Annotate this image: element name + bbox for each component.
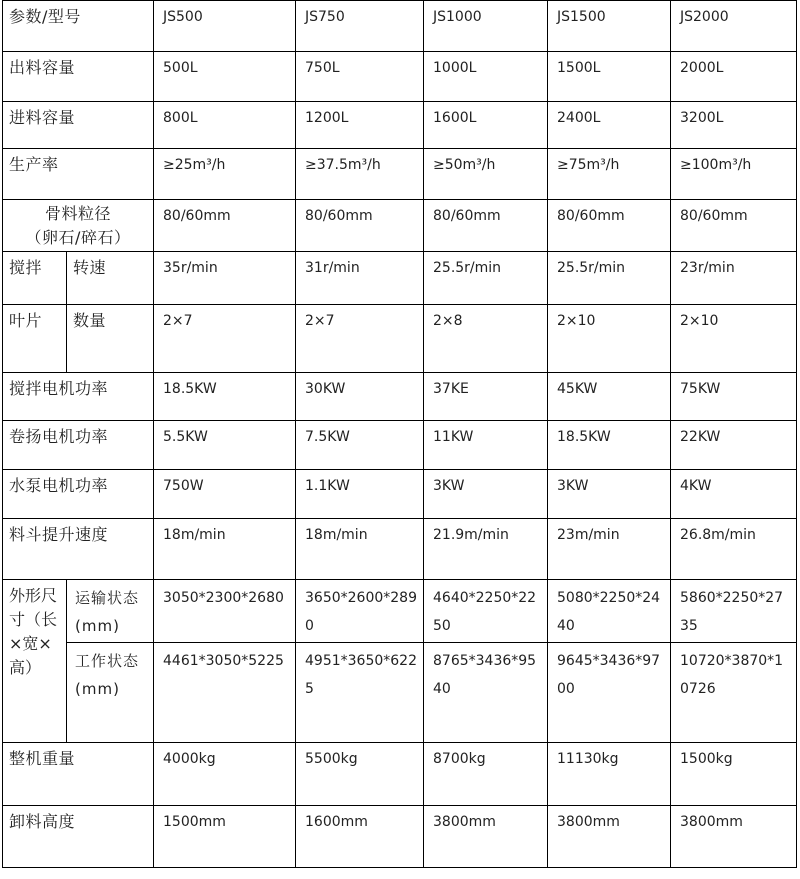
row-label: 进料容量 (3, 102, 154, 149)
table-cell: 18.5KW (154, 373, 296, 421)
table-cell: 80/60mm (154, 200, 296, 252)
table-cell: 25.5r/min (424, 252, 548, 305)
table-cell: 80/60mm (424, 200, 548, 252)
table-cell: 35r/min (154, 252, 296, 305)
table-cell: 1600L (424, 102, 548, 149)
row-group-label: 叶片 (3, 305, 67, 373)
row-label: 工作状态(mm) (67, 643, 154, 743)
table-cell: 2×10 (671, 305, 797, 373)
table-cell: 37KE (424, 373, 548, 421)
header-row (3, 1, 797, 52)
table-cell: 750L (296, 52, 424, 102)
table-cell: 5080*2250*2440 (548, 580, 671, 643)
table-row (3, 519, 797, 580)
row-label: 搅拌电机功率 (3, 373, 154, 421)
header-model: JS1000 (424, 1, 548, 52)
table-row (3, 580, 797, 643)
spec-table (2, 0, 797, 868)
row-label: 生产率 (3, 149, 154, 200)
table-cell: 5500kg (296, 743, 424, 806)
table-cell: 4640*2250*2250 (424, 580, 548, 643)
table-row (3, 421, 797, 470)
table-cell: 23m/min (548, 519, 671, 580)
table-cell: 2×7 (154, 305, 296, 373)
table-cell: 8700kg (424, 743, 548, 806)
table-cell: 75KW (671, 373, 797, 421)
table-cell: 2000L (671, 52, 797, 102)
table-cell: 8765*3436*9540 (424, 643, 548, 743)
table-cell: 1000L (424, 52, 548, 102)
table-cell: ≥100m³/h (671, 149, 797, 200)
table-cell: 11130kg (548, 743, 671, 806)
row-label: 整机重量 (3, 743, 154, 806)
table-cell: 1.1KW (296, 470, 424, 519)
table-cell: 9645*3436*9700 (548, 643, 671, 743)
table-cell: 10720*3870*10726 (671, 643, 797, 743)
header-model: JS500 (154, 1, 296, 52)
row-group-label: 搅拌 (3, 252, 67, 305)
table-row (3, 373, 797, 421)
table-cell: 18m/min (296, 519, 424, 580)
table-row (3, 305, 797, 373)
table-cell: 18.5KW (548, 421, 671, 470)
table-row (3, 806, 797, 868)
row-label: 水泵电机功率 (3, 470, 154, 519)
table-cell: 11KW (424, 421, 548, 470)
table-cell: 25.5r/min (548, 252, 671, 305)
table-cell: 3650*2600*2890 (296, 580, 424, 643)
table-cell: 1500L (548, 52, 671, 102)
table-cell: 2×8 (424, 305, 548, 373)
table-cell: 3800mm (671, 806, 797, 868)
row-label: 卸料高度 (3, 806, 154, 868)
table-cell: 2×7 (296, 305, 424, 373)
table-cell: 22KW (671, 421, 797, 470)
row-label: 料斗提升速度 (3, 519, 154, 580)
table-row (3, 200, 797, 252)
table-cell: 4951*3650*6225 (296, 643, 424, 743)
table-row (3, 743, 797, 806)
row-label: 运输状态(mm) (67, 580, 154, 643)
table-cell: ≥25m³/h (154, 149, 296, 200)
table-row (3, 643, 797, 743)
table-cell: 3050*2300*2680 (154, 580, 296, 643)
row-label (3, 200, 154, 252)
table-cell: 31r/min (296, 252, 424, 305)
table-cell: 3KW (548, 470, 671, 519)
row-label: 转速 (67, 252, 154, 305)
table-row (3, 102, 797, 149)
table-cell: 1500kg (671, 743, 797, 806)
table-cell: 7.5KW (296, 421, 424, 470)
row-label: 卷扬电机功率 (3, 421, 154, 470)
table-cell: 1200L (296, 102, 424, 149)
row-label-line: （卵石/碎石） (25, 228, 131, 247)
table-cell: 26.8m/min (671, 519, 797, 580)
table-cell: 3800mm (548, 806, 671, 868)
table-cell: 23r/min (671, 252, 797, 305)
table-cell: 1600mm (296, 806, 424, 868)
header-model: JS1500 (548, 1, 671, 52)
table-cell: 500L (154, 52, 296, 102)
table-cell: 5860*2250*2735 (671, 580, 797, 643)
table-cell: 1500mm (154, 806, 296, 868)
row-label-line: 骨料粒径 (44, 204, 111, 223)
table-cell: 80/60mm (671, 200, 797, 252)
table-cell: 80/60mm (296, 200, 424, 252)
table-row (3, 470, 797, 519)
row-label: 出料容量 (3, 52, 154, 102)
table-cell: 4461*3050*5225 (154, 643, 296, 743)
header-param: 参数/型号 (3, 1, 154, 52)
table-cell: ≥50m³/h (424, 149, 548, 200)
header-model: JS750 (296, 1, 424, 52)
table-cell: 18m/min (154, 519, 296, 580)
row-label: 数量 (67, 305, 154, 373)
table-cell: 45KW (548, 373, 671, 421)
table-cell: 3200L (671, 102, 797, 149)
table-cell: 5.5KW (154, 421, 296, 470)
header-model: JS2000 (671, 1, 797, 52)
table-cell: 3800mm (424, 806, 548, 868)
table-cell: ≥37.5m³/h (296, 149, 424, 200)
table-row (3, 52, 797, 102)
table-row (3, 149, 797, 200)
table-cell: 2×10 (548, 305, 671, 373)
table-cell: 4000kg (154, 743, 296, 806)
table-cell: 800L (154, 102, 296, 149)
table-cell: 4KW (671, 470, 797, 519)
table-row (3, 252, 797, 305)
table-cell: 21.9m/min (424, 519, 548, 580)
table-cell: 80/60mm (548, 200, 671, 252)
table-cell: ≥75m³/h (548, 149, 671, 200)
table-cell: 3KW (424, 470, 548, 519)
row-group-label: 外形尺寸（长×宽×高） (3, 580, 67, 743)
table-cell: 750W (154, 470, 296, 519)
table-cell: 2400L (548, 102, 671, 149)
table-cell: 30KW (296, 373, 424, 421)
